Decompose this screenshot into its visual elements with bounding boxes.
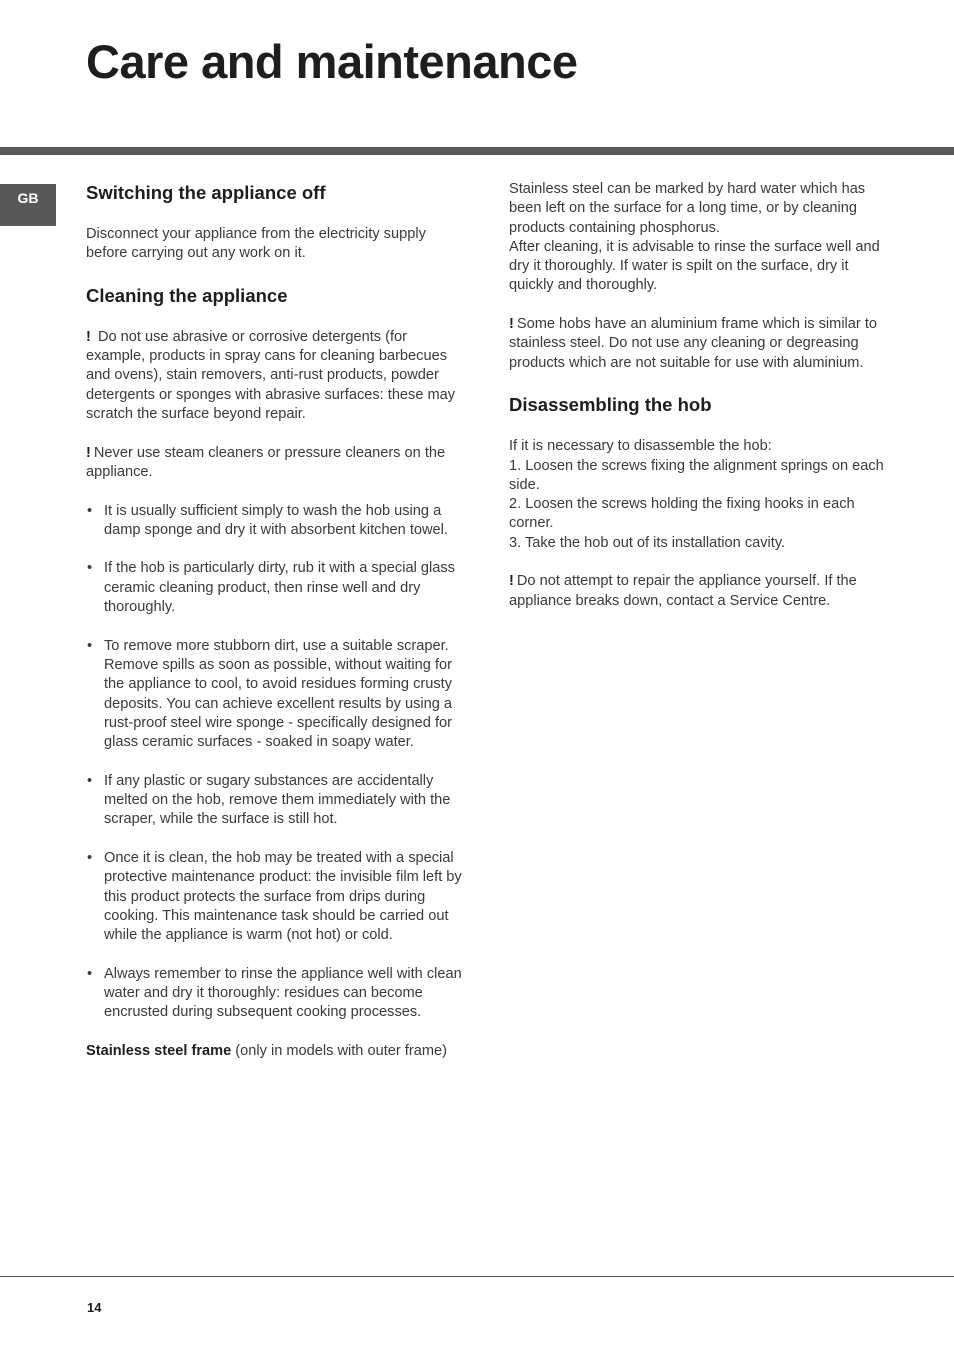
list-item-text: If the hob is particularly dirty, rub it with a special glass ceramic cleaning product, then rinse well and dry thoroughly. xyxy=(104,560,455,616)
cleaning-tips-list xyxy=(86,502,466,1023)
cleaning-warning-2 xyxy=(86,444,466,483)
repair-warning xyxy=(509,572,889,611)
disassembling-intro: If it is necessary to disassemble the hob: xyxy=(509,438,772,455)
section-heading-disassembling: Disassembling the hob xyxy=(509,394,712,416)
stainless-steel-text xyxy=(509,180,889,296)
list-item xyxy=(86,849,466,945)
disassembling-step-1: 1. Loosen the screws fixing the alignment springs on each side. xyxy=(509,457,884,493)
list-item xyxy=(86,965,466,1023)
aluminium-warning xyxy=(509,315,889,373)
warning-icon: ! xyxy=(86,328,91,345)
disassembling-steps xyxy=(509,437,889,553)
section-heading-switching-off: Switching the appliance off xyxy=(86,182,326,203)
stainless-steel-text-2: After cleaning, it is advisable to rinse the surface well and dry it thoroughly. If water is spilt on the surface, dry it quickly and thoroughly. xyxy=(509,238,880,294)
repair-warning-text: Do not attempt to repair the appliance yourself. If the appliance breaks down, contact a Service Centre. xyxy=(509,573,857,609)
header-divider xyxy=(0,147,954,155)
bullet-icon: • xyxy=(87,772,93,789)
list-item xyxy=(86,559,466,617)
language-tab: GB xyxy=(0,184,56,226)
list-item xyxy=(86,502,466,541)
list-item xyxy=(86,772,466,830)
footer-divider xyxy=(0,1276,954,1277)
right-column xyxy=(509,180,889,630)
bullet-icon: • xyxy=(87,502,93,519)
stainless-frame-line xyxy=(86,1042,466,1061)
cleaning-warning-1-text: Do not use abrasive or corrosive detergents (for example, products in spray cans for cleaning barbecues and ovens), stain removers, anti-rust products, powder detergents or sponges with abrasive surfaces: these may scratch the surface beyond repair. xyxy=(86,328,456,423)
bullet-icon: • xyxy=(87,560,93,577)
warning-icon: ! xyxy=(509,573,514,590)
cleaning-warning-1 xyxy=(86,328,466,424)
aluminium-warning-text: Some hobs have an aluminium frame which is similar to stainless steel. Do not use any cleaning or degreasing products which are not suitable for use with aluminium. xyxy=(509,316,878,371)
page-number: 14 xyxy=(87,1300,102,1315)
page-title: Care and maintenance xyxy=(86,35,578,88)
list-item-text: It is usually sufficient simply to wash the hob using a damp sponge and dry it with absorbent kitchen towel. xyxy=(104,502,448,538)
stainless-steel-text-1: Stainless steel can be marked by hard water which has been left on the surface for a long time, or by cleaning products containing phosphorus. xyxy=(509,181,866,236)
disassembling-step-3: 3. Take the hob out of its installation cavity. xyxy=(509,534,786,551)
list-item-text: Always remember to rinse the appliance well with clean water and dry it thoroughly: residues can become encrusted during subsequent cooking processes. xyxy=(104,965,462,1021)
warning-icon: ! xyxy=(86,444,91,461)
disassembling-step-2: 2. Loosen the screws holding the fixing hooks in each corner. xyxy=(509,496,855,532)
list-item-text: If any plastic or sugary substances are accidentally melted on the hob, remove them immediately with the scraper, while the surface is still hot. xyxy=(104,772,451,828)
switching-off-text: Disconnect your appliance from the electricity supply before carrying out any work on it. xyxy=(86,226,426,262)
section-heading-cleaning: Cleaning the appliance xyxy=(86,284,288,306)
bullet-icon: • xyxy=(87,849,93,866)
warning-icon: ! xyxy=(509,316,514,333)
cleaning-warning-2-text: Never use steam cleaners or pressure cleaners on the appliance. xyxy=(86,444,446,480)
bullet-icon: • xyxy=(87,637,93,654)
list-item-text: Once it is clean, the hob may be treated with a special protective maintenance product: the invisible film left by this product protects the surface from drips during cooking. This maintenance task should be carried out while the appliance is warm (not hot) or cold. xyxy=(104,849,462,944)
list-item xyxy=(86,637,466,753)
stainless-frame-label: Stainless steel frame xyxy=(86,1042,232,1059)
bullet-icon: • xyxy=(87,965,93,982)
stainless-frame-note: (only in models with outer frame) xyxy=(231,1042,447,1059)
list-item-text: To remove more stubborn dirt, use a suitable scraper. Remove spills as soon as possible, without waiting for the appliance to cool, to avoid residues forming crusty deposits. You can achieve excellent results by using a rust-proof steel wire sponge - specifically designed for glass ceramic surfaces - soaked in soapy water. xyxy=(104,637,453,751)
left-column xyxy=(86,180,466,1080)
